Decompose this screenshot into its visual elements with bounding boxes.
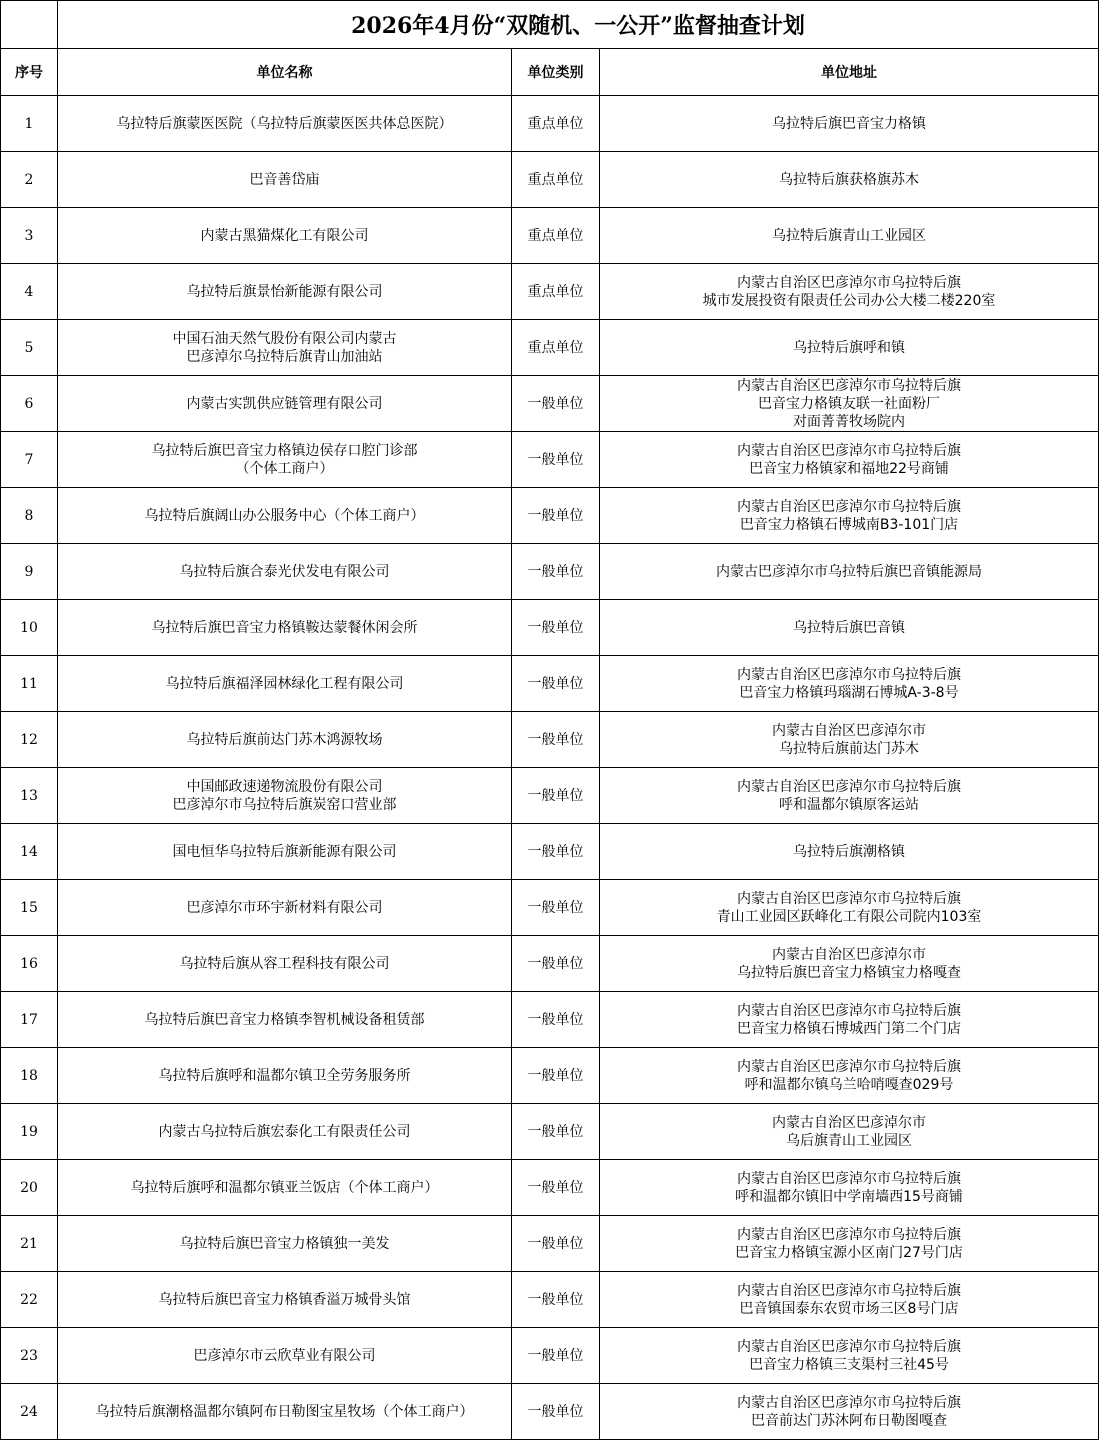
unit-name-cell xyxy=(58,320,512,376)
unit-address-line: 乌拉特后旗潮格镇 xyxy=(793,843,905,860)
unit-name-line: 内蒙古实凯供应链管理有限公司 xyxy=(186,395,383,412)
unit-name-line: 巴彦淖尔市乌拉特后旗炭窑口营业部 xyxy=(172,796,397,813)
unit-name-line: 巴彦淖尔市云欣草业有限公司 xyxy=(193,1347,376,1364)
unit-address-line: 内蒙古自治区巴彦淖尔市乌拉特后旗 xyxy=(737,1394,961,1411)
table-row xyxy=(1,824,1099,880)
row-index-cell: 22 xyxy=(1,1272,58,1328)
unit-address-cell xyxy=(600,992,1099,1048)
unit-name-line: 乌拉特后旗前达门苏木鸿源牧场 xyxy=(186,731,383,748)
unit-name-line: 中国邮政速递物流股份有限公司 xyxy=(186,778,383,795)
row-index-cell: 23 xyxy=(1,1328,58,1384)
unit-address-line: 乌拉特后旗巴音镇 xyxy=(793,619,905,636)
row-index-cell: 13 xyxy=(1,768,58,824)
unit-address-cell xyxy=(600,600,1099,656)
unit-address-cell xyxy=(600,1328,1099,1384)
unit-category-cell: 一般单位 xyxy=(512,1048,600,1104)
unit-address-line: 乌拉特后旗前达门苏木 xyxy=(779,740,919,757)
unit-name-cell xyxy=(58,1160,512,1216)
unit-category-cell: 一般单位 xyxy=(512,1272,600,1328)
unit-address-cell xyxy=(600,432,1099,488)
unit-address-line: 巴音宝力格镇三支渠村三社45号 xyxy=(749,1356,949,1373)
unit-address-cell xyxy=(600,1216,1099,1272)
table-row xyxy=(1,1048,1099,1104)
unit-address-line: 乌拉特后旗巴音宝力格镇宝力格嘎查 xyxy=(737,964,961,981)
unit-address-cell xyxy=(600,152,1099,208)
unit-category-cell: 一般单位 xyxy=(512,1328,600,1384)
header-unit-address: 单位地址 xyxy=(600,49,1099,96)
unit-address-cell xyxy=(600,712,1099,768)
unit-name-cell xyxy=(58,936,512,992)
unit-address-line: 内蒙古自治区巴彦淖尔市乌拉特后旗 xyxy=(737,778,961,795)
unit-name-cell xyxy=(58,768,512,824)
unit-category-cell: 一般单位 xyxy=(512,1384,600,1440)
unit-category-cell: 重点单位 xyxy=(512,264,600,320)
unit-address-line: 巴音前达门苏沐阿布日勒图嘎查 xyxy=(751,1412,947,1429)
unit-category-cell: 一般单位 xyxy=(512,656,600,712)
unit-address-cell xyxy=(600,1272,1099,1328)
row-index-cell: 1 xyxy=(1,96,58,152)
table-row xyxy=(1,1328,1099,1384)
unit-address-cell xyxy=(600,1104,1099,1160)
unit-name-cell xyxy=(58,488,512,544)
row-index-cell: 20 xyxy=(1,1160,58,1216)
unit-address-cell xyxy=(600,376,1099,432)
unit-name-line: 国电恒华乌拉特后旗新能源有限公司 xyxy=(172,843,397,860)
unit-name-cell xyxy=(58,656,512,712)
table-row xyxy=(1,1104,1099,1160)
unit-name-cell xyxy=(58,880,512,936)
table-row xyxy=(1,768,1099,824)
table-row xyxy=(1,1272,1099,1328)
unit-address-line: 巴音宝力格镇友联一社面粉厂 xyxy=(758,395,940,412)
unit-address-line: 内蒙古自治区巴彦淖尔市 xyxy=(772,722,926,739)
row-index-cell: 3 xyxy=(1,208,58,264)
unit-address-line: 内蒙古自治区巴彦淖尔市乌拉特后旗 xyxy=(737,1002,961,1019)
unit-name-cell xyxy=(58,1384,512,1440)
unit-name-line: 乌拉特后旗巴音宝力格镇香溢万城骨头馆 xyxy=(158,1291,411,1308)
header-index: 序号 xyxy=(1,49,58,96)
unit-name-cell xyxy=(58,1272,512,1328)
table-row xyxy=(1,544,1099,600)
row-index-cell: 14 xyxy=(1,824,58,880)
unit-name-line: 巴音善岱庙 xyxy=(249,171,320,188)
header-row xyxy=(1,49,1099,96)
unit-address-line: 内蒙古自治区巴彦淖尔市乌拉特后旗 xyxy=(737,1058,961,1075)
table-row xyxy=(1,264,1099,320)
unit-address-line: 乌拉特后旗巴音宝力格镇 xyxy=(772,115,926,132)
unit-category-cell: 一般单位 xyxy=(512,376,600,432)
unit-name-line: 巴彦淖尔市环宇新材料有限公司 xyxy=(186,899,383,916)
unit-name-cell xyxy=(58,600,512,656)
unit-address-line: 对面菁菁牧场院内 xyxy=(793,413,905,430)
unit-category-cell: 一般单位 xyxy=(512,600,600,656)
table-row xyxy=(1,432,1099,488)
unit-address-line: 内蒙古自治区巴彦淖尔市乌拉特后旗 xyxy=(737,1226,961,1243)
unit-name-line: 乌拉特后旗巴音宝力格镇边侯存口腔门诊部 xyxy=(151,442,418,459)
unit-address-line: 内蒙古自治区巴彦淖尔市 xyxy=(772,1114,926,1131)
unit-name-cell xyxy=(58,1048,512,1104)
unit-address-line: 内蒙古自治区巴彦淖尔市乌拉特后旗 xyxy=(737,1338,961,1355)
unit-name-cell xyxy=(58,96,512,152)
table-row xyxy=(1,656,1099,712)
unit-category-cell: 一般单位 xyxy=(512,1104,600,1160)
title-blank-cell xyxy=(1,1,58,49)
unit-address-cell xyxy=(600,768,1099,824)
unit-address-line: 青山工业园区跃峰化工有限公司院内103室 xyxy=(716,908,982,925)
unit-address-line: 内蒙古自治区巴彦淖尔市乌拉特后旗 xyxy=(737,666,961,683)
unit-address-line: 内蒙古自治区巴彦淖尔市乌拉特后旗 xyxy=(737,1282,961,1299)
row-index-cell: 5 xyxy=(1,320,58,376)
header-unit-name: 单位名称 xyxy=(58,49,512,96)
unit-name-cell xyxy=(58,1216,512,1272)
unit-name-line: 乌拉特后旗巴音宝力格镇鞍达蒙餐休闲会所 xyxy=(151,619,418,636)
unit-name-line: 乌拉特后旗潮格温都尔镇阿布日勒图宝星牧场（个体工商户） xyxy=(95,1403,474,1420)
unit-address-line: 内蒙古自治区巴彦淖尔市乌拉特后旗 xyxy=(737,442,961,459)
unit-name-line: 内蒙古乌拉特后旗宏泰化工有限责任公司 xyxy=(158,1123,411,1140)
unit-address-cell xyxy=(600,1384,1099,1440)
unit-address-line: 城市发展投资有限责任公司办公大楼二楼220室 xyxy=(702,292,996,309)
unit-address-line: 内蒙古自治区巴彦淖尔市乌拉特后旗 xyxy=(737,1170,961,1187)
unit-name-line: （个体工商户） xyxy=(235,460,334,477)
unit-name-line: 乌拉特后旗巴音宝力格镇独一美发 xyxy=(179,1235,390,1252)
unit-name-cell xyxy=(58,432,512,488)
unit-address-line: 呼和温都尔镇旧中学南墙西15号商铺 xyxy=(735,1188,963,1205)
unit-address-cell xyxy=(600,208,1099,264)
unit-name-cell xyxy=(58,152,512,208)
unit-category-cell: 一般单位 xyxy=(512,824,600,880)
row-index-cell: 15 xyxy=(1,880,58,936)
unit-address-line: 巴音镇国泰东农贸市场三区8号门店 xyxy=(739,1300,959,1317)
unit-name-cell xyxy=(58,712,512,768)
unit-name-cell xyxy=(58,376,512,432)
unit-name-cell xyxy=(58,544,512,600)
unit-address-cell xyxy=(600,488,1099,544)
row-index-cell: 9 xyxy=(1,544,58,600)
table-row xyxy=(1,1216,1099,1272)
table-title: 2026年4月份“双随机、一公开”监督抽查计划 xyxy=(58,1,1099,49)
unit-address-line: 内蒙古自治区巴彦淖尔市乌拉特后旗 xyxy=(737,498,961,515)
row-index-cell: 17 xyxy=(1,992,58,1048)
unit-name-line: 乌拉特后旗蒙医医院（乌拉特后旗蒙医医共体总医院） xyxy=(116,115,453,132)
unit-address-line: 乌拉特后旗获格旗苏木 xyxy=(779,171,919,188)
unit-name-line: 巴彦淖尔乌拉特后旗青山加油站 xyxy=(186,348,383,365)
table-row xyxy=(1,880,1099,936)
unit-address-cell xyxy=(600,656,1099,712)
unit-address-line: 巴音宝力格镇家和福地22号商铺 xyxy=(749,460,949,477)
row-index-cell: 18 xyxy=(1,1048,58,1104)
unit-address-line: 内蒙古自治区巴彦淖尔市乌拉特后旗 xyxy=(737,274,961,291)
unit-category-cell: 重点单位 xyxy=(512,320,600,376)
unit-address-line: 乌后旗青山工业园区 xyxy=(786,1132,912,1149)
row-index-cell: 19 xyxy=(1,1104,58,1160)
unit-address-cell xyxy=(600,880,1099,936)
table-row xyxy=(1,992,1099,1048)
unit-category-cell: 一般单位 xyxy=(512,936,600,992)
table-row xyxy=(1,208,1099,264)
row-index-cell: 8 xyxy=(1,488,58,544)
table-row xyxy=(1,488,1099,544)
unit-name-line: 乌拉特后旗巴音宝力格镇李智机械设备租赁部 xyxy=(144,1011,425,1028)
row-index-cell: 4 xyxy=(1,264,58,320)
unit-category-cell: 一般单位 xyxy=(512,488,600,544)
unit-address-cell xyxy=(600,824,1099,880)
unit-name-cell xyxy=(58,1104,512,1160)
table-row xyxy=(1,1384,1099,1440)
unit-name-line: 乌拉特后旗合泰光伏发电有限公司 xyxy=(179,563,390,580)
unit-address-line: 乌拉特后旗呼和镇 xyxy=(793,339,905,356)
row-index-cell: 16 xyxy=(1,936,58,992)
unit-name-line: 乌拉特后旗从容工程科技有限公司 xyxy=(179,955,390,972)
unit-address-cell xyxy=(600,936,1099,992)
unit-name-cell xyxy=(58,1328,512,1384)
title-row xyxy=(1,1,1099,49)
unit-name-line: 中国石油天然气股份有限公司内蒙古 xyxy=(172,330,397,347)
unit-address-cell xyxy=(600,544,1099,600)
unit-address-cell xyxy=(600,96,1099,152)
unit-name-cell xyxy=(58,992,512,1048)
unit-category-cell: 一般单位 xyxy=(512,712,600,768)
unit-name-cell xyxy=(58,824,512,880)
unit-address-line: 巴音宝力格镇石博城南B3-101门店 xyxy=(739,516,959,533)
table-row xyxy=(1,376,1099,432)
unit-category-cell: 一般单位 xyxy=(512,432,600,488)
unit-category-cell: 重点单位 xyxy=(512,152,600,208)
row-index-cell: 7 xyxy=(1,432,58,488)
unit-address-cell xyxy=(600,1048,1099,1104)
row-index-cell: 6 xyxy=(1,376,58,432)
unit-category-cell: 一般单位 xyxy=(512,768,600,824)
unit-address-line: 内蒙古自治区巴彦淖尔市乌拉特后旗 xyxy=(737,890,961,907)
unit-category-cell: 一般单位 xyxy=(512,880,600,936)
header-unit-category: 单位类别 xyxy=(512,49,600,96)
unit-address-cell xyxy=(600,264,1099,320)
row-index-cell: 11 xyxy=(1,656,58,712)
unit-name-line: 内蒙古黑猫煤化工有限公司 xyxy=(200,227,369,244)
unit-category-cell: 一般单位 xyxy=(512,992,600,1048)
unit-name-line: 乌拉特后旗呼和温都尔镇亚兰饭店（个体工商户） xyxy=(130,1179,439,1196)
row-index-cell: 21 xyxy=(1,1216,58,1272)
row-index-cell: 10 xyxy=(1,600,58,656)
unit-category-cell: 一般单位 xyxy=(512,1160,600,1216)
table-row xyxy=(1,320,1099,376)
unit-name-cell xyxy=(58,208,512,264)
unit-name-line: 乌拉特后旗呼和温都尔镇卫全劳务服务所 xyxy=(158,1067,411,1084)
unit-category-cell: 一般单位 xyxy=(512,1216,600,1272)
unit-name-line: 乌拉特后旗景怡新能源有限公司 xyxy=(186,283,383,300)
unit-category-cell: 重点单位 xyxy=(512,208,600,264)
unit-address-line: 巴音宝力格镇宝源小区南门27号门店 xyxy=(735,1244,963,1261)
row-index-cell: 24 xyxy=(1,1384,58,1440)
row-index-cell: 2 xyxy=(1,152,58,208)
row-index-cell: 12 xyxy=(1,712,58,768)
table-row xyxy=(1,936,1099,992)
unit-address-line: 乌拉特后旗青山工业园区 xyxy=(772,227,926,244)
unit-address-line: 呼和温都尔镇原客运站 xyxy=(779,796,919,813)
unit-address-line: 巴音宝力格镇玛瑙湖石博城A-3-8号 xyxy=(739,684,959,701)
unit-address-cell xyxy=(600,320,1099,376)
table-row xyxy=(1,1160,1099,1216)
table-row xyxy=(1,152,1099,208)
unit-address-line: 呼和温都尔镇乌兰哈哨嘎查029号 xyxy=(744,1076,954,1093)
unit-address-cell xyxy=(600,1160,1099,1216)
unit-address-line: 巴音宝力格镇石博城西门第二个门店 xyxy=(737,1020,961,1037)
unit-name-line: 乌拉特后旗阔山办公服务中心（个体工商户） xyxy=(144,507,425,524)
unit-category-cell: 重点单位 xyxy=(512,96,600,152)
table-row xyxy=(1,600,1099,656)
unit-address-line: 内蒙古巴彦淖尔市乌拉特后旗巴音镇能源局 xyxy=(716,563,982,580)
table-row xyxy=(1,712,1099,768)
unit-address-line: 内蒙古自治区巴彦淖尔市乌拉特后旗 xyxy=(737,377,961,394)
table-row xyxy=(1,96,1099,152)
unit-name-line: 乌拉特后旗福泽园林绿化工程有限公司 xyxy=(165,675,404,692)
unit-category-cell: 一般单位 xyxy=(512,544,600,600)
unit-address-line: 内蒙古自治区巴彦淖尔市 xyxy=(772,946,926,963)
unit-name-cell xyxy=(58,264,512,320)
